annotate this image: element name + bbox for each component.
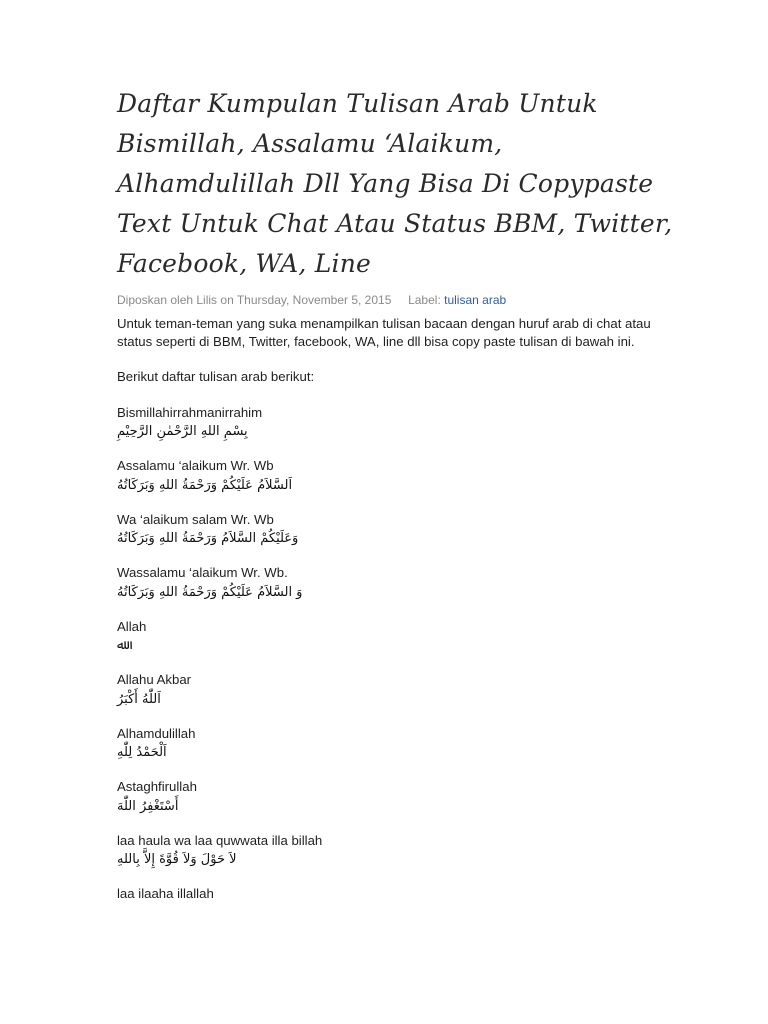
list-lead: Berikut daftar tulisan arab berikut: (117, 369, 315, 384)
list-item (117, 885, 677, 903)
list-item (117, 457, 677, 494)
arabic-text: وَعَلَيْكُمْ السَّلاَمُ وَرَحْمَةُ اللهِ وَبَرَكَاتُهُ (117, 531, 299, 546)
post-label-prefix: Label: (408, 293, 441, 307)
latin-text: laa haula wa laa quwwata illa billah (117, 832, 323, 848)
arabic-text: اَلسَّلاَمُ عَلَيْكُمْ وَرَحْمَةُ اللهِ وَبَرَكَاتُهُ (117, 477, 293, 493)
latin-text: laa ilaaha illallah (117, 886, 214, 901)
latin-text: Allahu Akbar (117, 672, 192, 687)
list-item (117, 725, 677, 762)
post-author-date: Diposkan oleh Lilis on Thursday, November 5, 2015 (117, 293, 392, 307)
latin-text: Assalamu ‘alaikum Wr. Wb (117, 458, 274, 473)
latin-text: Alhamdulillah (117, 725, 196, 741)
latin-text: Wa ‘alaikum salam Wr. Wb (117, 511, 274, 527)
arabic-text: ﷲ (117, 638, 125, 653)
post-label-link[interactable]: tulisan arab (444, 293, 507, 307)
latin-text: Wassalamu ‘alaikum Wr. Wb. (117, 565, 288, 580)
latin-text: Astaghfirullah (117, 779, 197, 794)
arabic-text: بِسْمِ اللهِ الرَّحْمٰنِ الرَّحِيْمِ (117, 424, 248, 439)
latin-text: Allah (117, 618, 147, 634)
list-item (117, 404, 677, 441)
post-body (117, 315, 677, 903)
list-item (117, 778, 677, 815)
list-item (117, 511, 677, 548)
list-item (117, 832, 677, 869)
arabic-text: وَ السَّلاَمُ عَلَيْكُمْ وَرَحْمَةُ اللهِ وَبَرَكَاتُهُ (117, 584, 303, 600)
latin-text: Bismillahirrahmanirrahim (117, 404, 263, 420)
intro-paragraph: Untuk teman-teman yang suka menampilkan tulisan bacaan dengan huruf arab di chat atau status seperti di BBM, Twitter, facebook, WA, line dll bisa copy paste tulisan di bawah ini. (117, 316, 651, 349)
list-item (117, 618, 677, 655)
blog-post (117, 84, 677, 905)
list-item (117, 671, 677, 708)
post-title: Daftar Kumpulan Tulisan Arab Untuk Bismillah, Assalamu ‘Alaikum, Alhamdulillah Dll Yang Bisa Di Copypaste Text Untuk Chat Atau Status BBM, Twitter, Facebook, WA, Line (117, 89, 673, 278)
arabic-text: اَلْحَمْدُ لِلّٰهِ (117, 745, 167, 760)
arabic-text: لاَ حَوْلَ وَلاَ قُوَّةَ إِلاَّ بِاللهِ (117, 852, 237, 867)
post-meta (117, 292, 677, 308)
list-item (117, 564, 677, 601)
arabic-text: اَللّٰهُ أَكْبَرُ (117, 691, 161, 707)
arabic-text: أَسْتَغْفِرُ اللّٰهَ (117, 798, 179, 814)
